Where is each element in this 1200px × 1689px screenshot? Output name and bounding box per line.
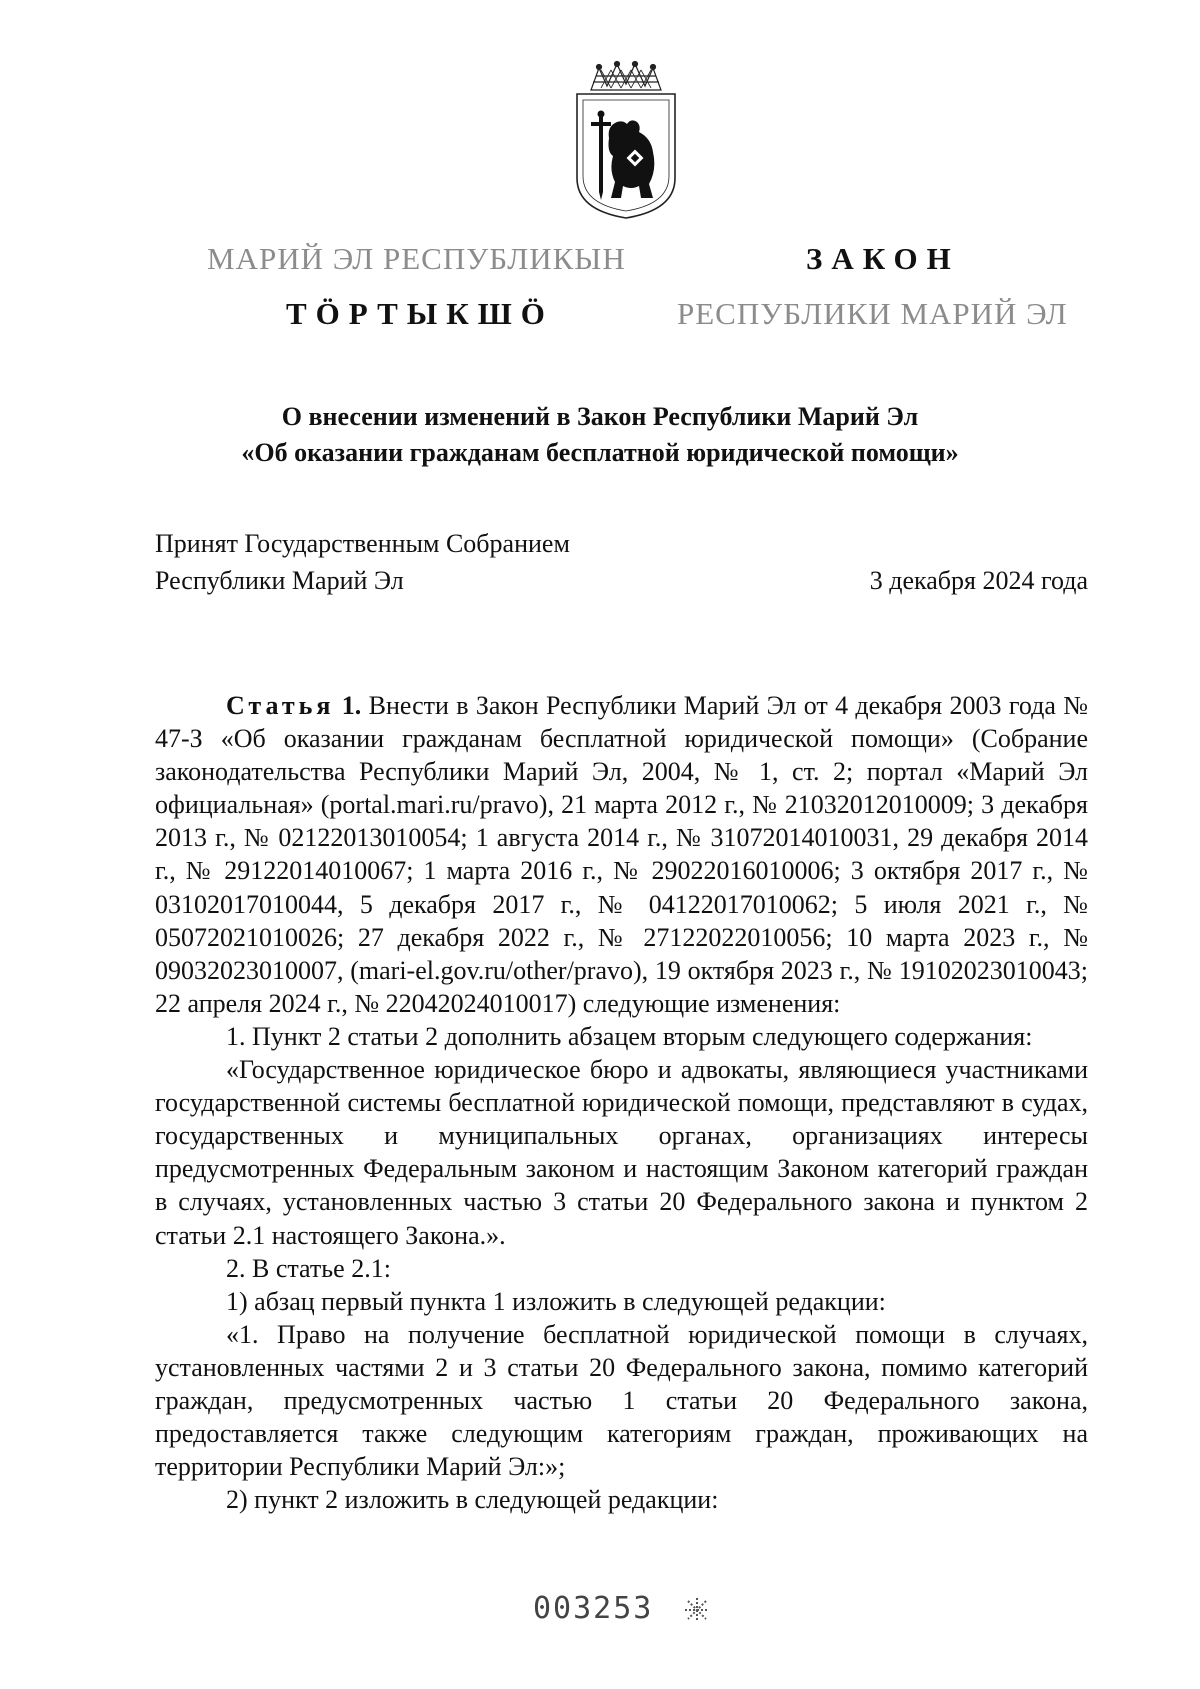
header-republic-name: РЕСПУБЛИКИ МАРИЙ ЭЛ <box>677 296 1068 331</box>
header-mari-republic-name: МАРИЙ ЭЛ РЕСПУБЛИКЫН <box>207 241 626 276</box>
article-paragraph: 1. Пункт 2 статьи 2 дополнить абзацем вторым следующего содержания: <box>226 1021 1033 1051</box>
article-number: 1. <box>341 691 362 720</box>
coat-of-arms-icon <box>571 60 681 220</box>
document-title-line-2: «Об оказании гражданам бесплатной юридической помощи» <box>241 438 959 467</box>
asterisk-mark-icon <box>684 1597 710 1623</box>
article-1-intro <box>155 689 1088 1020</box>
adoption-body-line-1: Принят Государственным Собранием <box>155 529 570 558</box>
adoption-date: 3 декабря 2024 года <box>869 566 1088 595</box>
article-heading: Статья <box>226 691 335 720</box>
article-paragraph: «Государственное юридическое бюро и адвокаты, являющиеся участниками государственной системы бесплатной юридической помощи, представляют в судах, государственных и муниципальных органах, организациях интересы предусмотренных Федеральным законом и настоящим Законом категорий граждан в случаях, установленных частью 3 статьи 20 Федерального закона и пунктом 2 статьи 2.1 настоящего Закона.». <box>155 1055 1088 1250</box>
adoption-body-line-2: Республики Марий Эл <box>155 566 404 595</box>
serial-number: 003253 <box>533 1591 654 1626</box>
article-1-body <box>155 689 1088 1516</box>
article-paragraph: 1) абзац первый пункта 1 изложить в следующей редакции: <box>226 1286 886 1316</box>
header-law-title-mari: ТӦРТЫКШӦ <box>286 296 554 331</box>
document-title-line-1: О внесении изменений в Закон Республики Марий Эл <box>281 402 919 431</box>
article-paragraph: «1. Право на получение бесплатной юридической помощи в случаях, установленных частями 2 и 3 статьи 20 Федерального закона, помимо категорий граждан, предусмотренных частью 1 статьи 20 Федерального закона, предоставляется также следующим категориям граждан, проживающих на территории Республики Марий Эл:»; <box>155 1319 1088 1482</box>
article-1-intro-text: Внести в Закон Республики Марий Эл от 4 декабря 2003 года № 47-З «Об оказании гражданам бесплатной юридической помощи» (Собрание законодательства Республики Марий Эл, 2004, № 1, ст. 2; портал «Марий Эл официальная» (portal.mari.ru/pravo), 21 марта 2012 г., № 21032012010009; 3 декабря 2013 г., № 02122013010054; 1 августа 2014 г., № 31072014010031, 29 декабря 2014 г., № 29122014010067; 1 марта 2016 г., № 29022016010006; 3 октября 2017 г., № 03102017010044, 5 декабря 2017 г., № 04122017010062; 5 июля 2021 г., № 05072021010026; 27 декабря 2022 г., № 27122022010056; 10 марта 2023 г., № 09032023010007, (mari-el.gov.ru/other/pravo), 19 октября 2023 г., № 19102023010043; 22 апреля 2024 г., № 22042024010017) следующие изменения: <box>155 691 1089 1018</box>
header-law-title: ЗАКОН <box>806 241 960 276</box>
article-paragraph: 2) пункт 2 изложить в следующей редакции: <box>226 1485 719 1515</box>
article-paragraph: 2. В статье 2.1: <box>226 1253 391 1283</box>
